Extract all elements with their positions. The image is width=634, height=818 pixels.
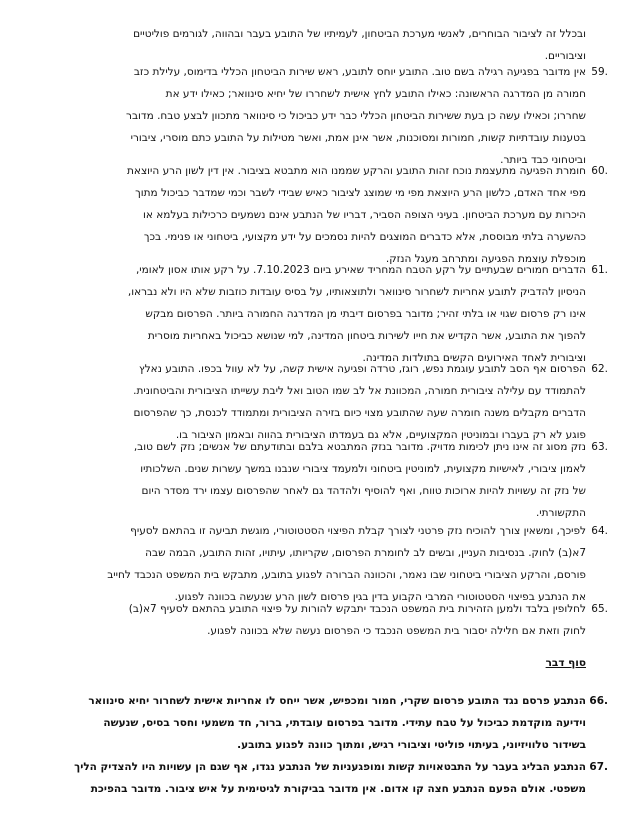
text-line: של נזק זה עשויות להיות ארוכות טווח, ואף להוסיף ולהדהד גם לאחר שהפרסום עצמו ירד מסדר היום bbox=[141, 485, 586, 497]
paragraph-number: 63. bbox=[591, 441, 608, 453]
text-line: את הנתבע בפיצוי הסטטוטורי המרבי הקבוע בדין בגין פרסום לשון הרע שנעשה בכוונה לפגוע. bbox=[174, 591, 586, 603]
text-line: ובכלל זה לציבור הבוחרים, לאנשי מערכת הביטחון, לעמיתיו של התובע בעבר ובהווה, לגורמים פוליטיים bbox=[133, 28, 586, 40]
text-line: וציבורית לאחד האירועים הקשים בתולדות המדינה. bbox=[362, 352, 586, 364]
paragraph-60 bbox=[26, 160, 608, 270]
paragraph-67 bbox=[26, 756, 608, 800]
paragraph-number: 66. bbox=[589, 695, 608, 707]
paragraph-65 bbox=[26, 598, 608, 642]
paragraph-62 bbox=[26, 358, 608, 446]
text-line: להפוך את התובע, אשר הקדיש את חייו לשירות ביטחון המדינה, למי שנושא כביכול באחריות מוסרית bbox=[147, 330, 586, 342]
paragraph-66 bbox=[26, 690, 608, 756]
text-line: 7א(ב) לחוק. בנסיבות העניין, ובשים לב לחומרת הפרסום, שקריותו, עיתויו, זהות התובע, הבמה שבה bbox=[145, 547, 586, 559]
paragraph-number: 62. bbox=[591, 363, 608, 375]
text-line: הנתבע הבליג בעבר על התבטאויות קשות ומופגעניות של הנתבע נגדו, אף שגם הן עשויות היו להצדיק הליך bbox=[74, 761, 586, 773]
paragraph-59 bbox=[26, 61, 608, 171]
text-line: שחררו; וכאילו עשה כן בעת ששירות הביטחון הכללי כבר ידע כביכול כי סינוואר מתכוון לבצע טבח. מדובר bbox=[126, 110, 586, 122]
text-line: משפטי. אולם הפעם הנתבע חצה קו אדום. אין מדובר בביקורת לגיטימית על איש ציבור. מדובר בהפיכת bbox=[90, 783, 586, 795]
section-heading: סוף דבר bbox=[545, 657, 586, 669]
text-line: אין מדובר בפגיעה רגילה בשם טוב. התובע יוחס לתובע, ראש שירות הביטחון הכללי בדימוס, עלילת כזב bbox=[133, 66, 586, 78]
text-line: פורסם, והרקע הציבורי ביטחוני שבו נאמר, והכוונה הברורה לפגוע בתובע, מתבקש בית המשפט הנכבד לחייב bbox=[107, 569, 586, 581]
text-line: בשידור טלוויזיוני, בעיתוי פוליטי וציבורי רגיש, ומתוך כוונה לפגוע בתובע. bbox=[237, 739, 586, 751]
text-line: הדברים חמורים שבעתיים על רקע הטבח המחריד שאירע ביום 7.10.2023. על רקע אותו אסון לאומי, bbox=[135, 264, 586, 276]
text-line: וביטחוני כבד ביותר. bbox=[500, 154, 586, 166]
text-line: הנתבע פרסם נגד התובע פרסום שקרי, חמור ומכפיש, אשר ייחס לו אחריות אישית לשחרור יחיא סינוואר bbox=[88, 695, 586, 707]
text-line: לפיכך, ומשאין צורך להוכיח נזק פרטני לצורך קבלת הפיצוי הסטטוטורי, מוגשת תביעה זו בהתאם לסעיף bbox=[130, 525, 586, 537]
text-line: הפרסום אף הסב לתובע עוגמת נפש, רוגז, טרדה ופגיעה אישית קשה, על לא עוול בכפו. התובע נאלץ bbox=[139, 363, 586, 375]
paragraph-number: 67. bbox=[589, 761, 608, 773]
paragraph-63 bbox=[26, 436, 608, 524]
paragraph-number: 59. bbox=[591, 66, 608, 78]
text-line: פוגע לא רק בעברו ובמוניטין המקצועיים, אלא גם בעמדתו הציבורית בהווה ובאמון הציבור בו. bbox=[175, 429, 586, 441]
text-line: כהשערה בלתי מבוססת, אלא כדברים המוצגים להיות נסמכים על ידע מקצועי, ביטחוני או פנימי. בכך bbox=[143, 231, 586, 243]
paragraph-number: 61. bbox=[591, 264, 608, 276]
text-line: לאמון ציבורי, לאישיות מקצועית, למוניטין ביטחוני ולמעמד ציבורי שנבנו במשך עשרות שנים. השלכותיו bbox=[140, 463, 586, 475]
text-line: נזק מסוג זה אינו ניתן לכימות מדויק. מדובר בנזק המתבטא בלבם ובתודעתם של אנשים; נזק לשם טוב, bbox=[133, 441, 586, 453]
text-line: לחלופין בלבד ולמען הזהירות בית המשפט הנכבד יתבקש להורות על פיצוי התובע בהתאם לסעיף 7א(ב) bbox=[128, 603, 586, 615]
text-line: מוכפלת עוצמת הפגיעה ומתרחב מעגל הנזק. bbox=[385, 253, 586, 265]
text-line: הניסיון להדביק לתובע אחריות לשחרור סינוואר ולתוצאותיו, על בסיס עובדות כוזבות שלא היו ולא נבראו, bbox=[127, 286, 586, 298]
text-line: התקשורתי. bbox=[535, 507, 586, 519]
paragraph-number: 64. bbox=[591, 525, 608, 537]
text-line: היכרות עם מערכת הביטחון. בעיני הצופה הסביר, דבריו של הנתבע אינם נשמעים כרכילות בעלמא או bbox=[143, 209, 586, 221]
paragraph-61 bbox=[26, 259, 608, 369]
text-line: חמורה מן המדרגה הראשונה: כאילו התובע לחץ אישית לשחררו של יחיא סינוואר; כאילו ידע את bbox=[165, 88, 586, 100]
text-line: להתמודד עם עלילה ציבורית חמורה, המכוונת אל לב שמו הטוב ואל ליבת עשייתו הציבורית והביטחונית. bbox=[133, 385, 586, 397]
paragraph-number: 60. bbox=[591, 165, 608, 177]
text-line: וציבוריים. bbox=[544, 50, 586, 62]
text-line: חומרת הפגיעה מתעצמת נוכח זהות התובע והרקע שממנו הוא מתבטא בציבור. אין דין לשון הרע היוצאת bbox=[127, 165, 586, 177]
text-line: לחוק וזאת אם חלילה יסבור בית המשפט הנכבד כי הפרסום נעשה שלא בכוונה לפגוע. bbox=[207, 625, 586, 637]
text-line: אינו רק פרסום שגוי או בלתי זהיר; מדובר בפרסום דיבתי מן המדרגה החמורה ביותר. הפרסום מבקש bbox=[145, 308, 586, 320]
text-line: בטענות עובדתיות קשות, חמורות ומסוכנות, אשר אינן אמת, ואשר מטילות על התובע כתם מוסרי, ציבורי bbox=[130, 132, 586, 144]
text-line: הדברים מקבלים משנה חומרה שעה שהתובע מצוי כיום בזירה הציבורית ומתמודד לכנסת, כך שהפרסום bbox=[133, 407, 586, 419]
text-line: מפי אחד האדם, כלשון הרע היוצאת מפי מי שמוצג לציבור כאיש שבידי לשבר וכמי שמדבר כביכול מתוך bbox=[135, 187, 586, 199]
text-line: וידיעה מוקדמת כביכול על טבח עתידי. מדובר בפרסום עובדתי, ברור, חד משמעי וחסר בסיס, שנעשה bbox=[103, 717, 586, 729]
paragraph-64 bbox=[26, 520, 608, 608]
paragraph-number: 65. bbox=[591, 603, 608, 615]
